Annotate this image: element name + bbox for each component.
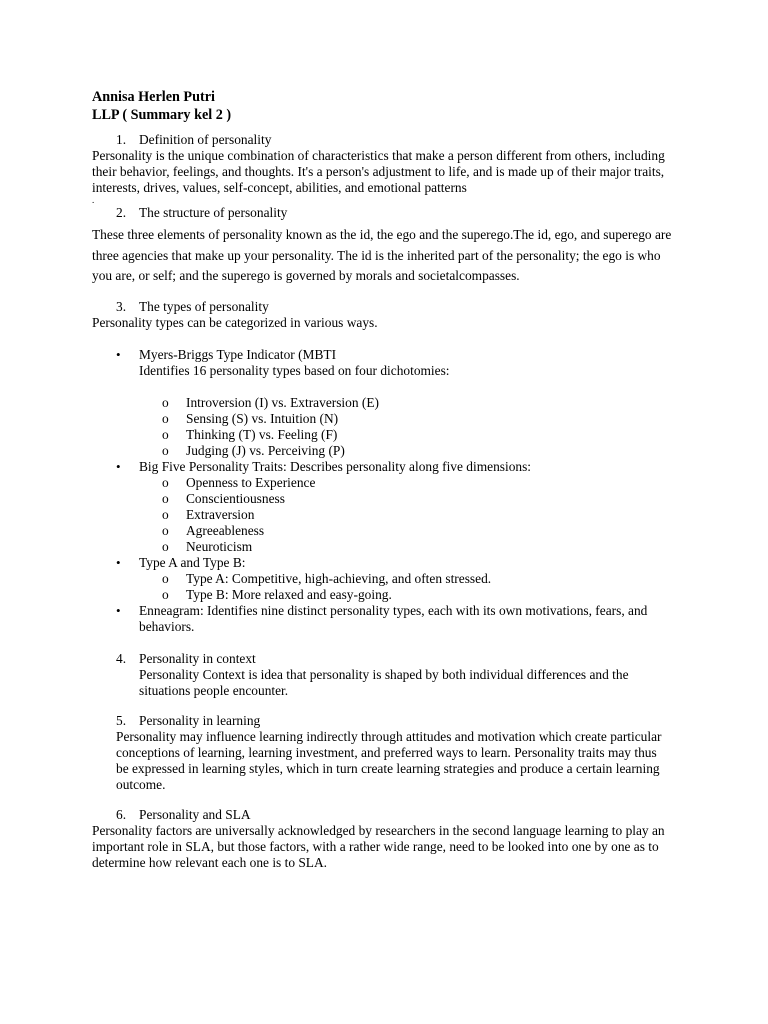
section-heading-2 [92, 205, 672, 221]
circle-bullet-icon: o [162, 442, 169, 458]
section-number: 1. [116, 132, 127, 147]
section-number: 6. [116, 806, 127, 822]
bullet-item-big-five [92, 459, 672, 475]
section-title: The structure of personality [139, 205, 288, 220]
list-item: o Openness to Experience [162, 474, 316, 490]
circle-bullet-icon: o [162, 426, 169, 442]
circle-bullet-icon: o [162, 586, 169, 602]
list-item: o Type B: More relaxed and easy-going. [162, 586, 392, 602]
section-body-5: Personality may influence learning indirectly through attitudes and motivation which create particular conceptions of learning, learning investment, and preferred ways to learn. Personality traits may thus be expressed in learning styles, which in turn create learning strategies and produce a certain learning outcome. [116, 728, 662, 792]
section-body-6: Personality factors are universally acknowledged by researchers in the second language learning to play an important role in SLA, but those factors, with a rather wide range, need to be looked into one by one as to determine how relevant each one is to SLA. [92, 822, 665, 870]
sub-list-type-a-b [92, 571, 672, 603]
circle-bullet-icon: o [162, 490, 169, 506]
bullet-icon: • [116, 554, 121, 570]
circle-bullet-icon: o [162, 570, 169, 586]
section-number: 4. [116, 650, 127, 666]
section-body-2: These three elements of personality known as the id, the ego and the superego.The id, ego, and superego are three agencies that make up your personality. The id is the inherited part of the personality; the ego is who you are, or self; and the superego is governed by morals and societalcompasses. [92, 227, 672, 283]
sub-list-mbti [92, 395, 672, 459]
bullet-text: Type A and Type B: [139, 554, 246, 570]
list-item: o Judging (J) vs. Perceiving (P) [162, 442, 345, 458]
bullet-desc: Identifies 16 personality types based on four dichotomies: [139, 362, 450, 378]
section-title: Definition of personality [139, 132, 272, 147]
bullet-icon: • [116, 346, 121, 362]
section-body-1: Personality is the unique combination of characteristics that make a person different from others, including their behavior, feelings, and thoughts. It's a person's adjustment to life, and is made up of their major traits, interests, drives, values, self-concept, abilities, and emotional patterns [92, 148, 665, 195]
bullet-icon: • [116, 602, 121, 618]
stray-dot: . [92, 195, 95, 205]
bullet-text: Myers-Briggs Type Indicator (MBTI [139, 346, 337, 362]
section-number: 5. [116, 712, 127, 728]
list-item: o Agreeableness [162, 522, 265, 538]
course-title: LLP ( Summary kel 2 ) [92, 107, 232, 123]
list-item: o Neuroticism [162, 538, 253, 554]
bullet-item-mbti [92, 347, 672, 379]
bullet-icon: • [116, 458, 121, 474]
list-item: o Extraversion [162, 506, 255, 522]
circle-bullet-icon: o [162, 394, 169, 410]
section-title: The types of personality [139, 298, 269, 314]
section-body-3: Personality types can be categorized in various ways. [92, 314, 378, 330]
list-item: o Introversion (I) vs. Extraversion (E) [162, 394, 379, 410]
section-heading-1 [92, 132, 672, 148]
circle-bullet-icon: o [162, 522, 169, 538]
circle-bullet-icon: o [162, 538, 169, 554]
section-heading-6 [92, 807, 672, 823]
section-number: 2. [116, 205, 127, 220]
section-title: Personality in learning [139, 712, 261, 728]
bullet-item-enneagram [92, 603, 672, 635]
circle-bullet-icon: o [162, 474, 169, 490]
section-heading-3 [92, 299, 672, 315]
bullet-text: Big Five Personality Traits: Describes personality along five dimensions: [139, 458, 532, 474]
circle-bullet-icon: o [162, 410, 169, 426]
section-title: Personality in context [139, 650, 256, 666]
list-item: o Type A: Competitive, high-achieving, and often stressed. [162, 570, 492, 586]
bullet-item-type-a-b [92, 555, 672, 571]
list-item: o Thinking (T) vs. Feeling (F) [162, 426, 338, 442]
sub-list-big-five [92, 475, 672, 555]
bullet-text: Enneagram: Identifies nine distinct personality types, each with its own motivations, fears, and behaviors. [139, 602, 648, 634]
section-heading-5 [92, 713, 672, 729]
circle-bullet-icon: o [162, 506, 169, 522]
list-item: o Conscientiousness [162, 490, 285, 506]
author-name: Annisa Herlen Putri [92, 89, 215, 105]
document-page [92, 88, 672, 871]
section-body-4: Personality Context is idea that personality is shaped by both individual differences and the situations people encounter. [139, 666, 629, 698]
section-title: Personality and SLA [139, 806, 251, 822]
section-number: 3. [116, 298, 127, 314]
section-heading-4 [92, 651, 672, 667]
list-item: o Sensing (S) vs. Intuition (N) [162, 410, 339, 426]
